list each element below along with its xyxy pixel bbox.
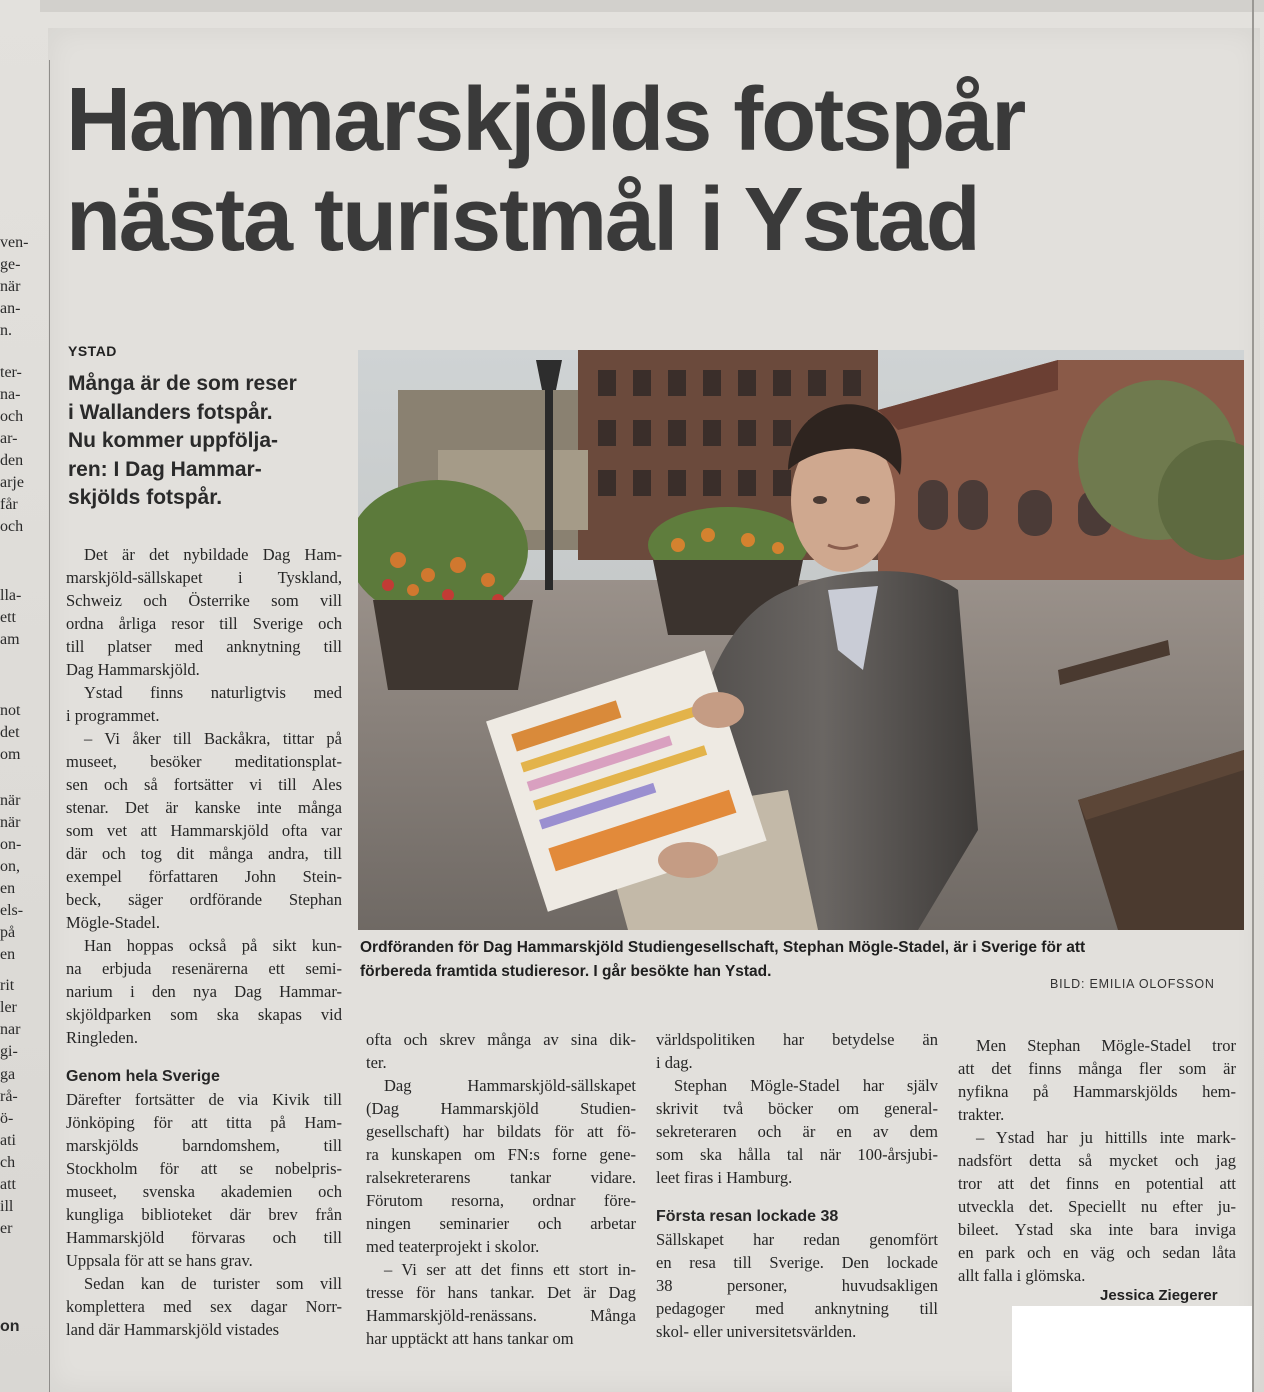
body-text-line: trakter. (958, 1105, 1005, 1124)
fragment-line: det (0, 724, 20, 741)
fragment-line: ill (0, 1198, 14, 1215)
fragment-line: ga (0, 1066, 16, 1083)
body-text-line: en park och en väg och sedan låta (958, 1243, 1236, 1262)
body-text-line: att det finns många fler som är (958, 1059, 1236, 1078)
body-text-line: komplettera med sex dagar Norr- (66, 1297, 342, 1316)
lead-line: Nu kommer uppföljа- (68, 429, 279, 452)
body-column-3 (656, 1028, 938, 1343)
body-text-line: sekreteraren och är en av dem (656, 1122, 938, 1141)
fragment-line: on (0, 1318, 20, 1335)
body-text-line: där och tog dit många andra, till (66, 844, 342, 863)
body-text-line: Förutom resorna, ordnar före- (366, 1191, 636, 1210)
body-text-line: exempel författaren John Stein- (66, 867, 342, 886)
dateline: YSTAD (68, 343, 117, 359)
body-text-line: Därefter fortsätter de via Kivik till (66, 1090, 342, 1109)
fragment-line: ven- (0, 234, 29, 251)
fragment-line: am (0, 631, 20, 648)
body-text-line: ofta och skrev många av sina dik- (366, 1030, 636, 1049)
body-text-line: Hammarskjöld förvaras och till (66, 1228, 342, 1247)
body-text-line: Stockholm för att se nobelpris- (66, 1159, 342, 1178)
body-text-line: Ringleden. (66, 1028, 138, 1047)
body-text-line: sen och så fortsätter vi till Ales (66, 775, 342, 794)
body-text-line: i dag. (656, 1053, 693, 1072)
body-text-line: ralsekreterarens tankar vidare. (366, 1168, 636, 1187)
fragment-line: ati (0, 1132, 16, 1149)
body-text-line: Dag Hammarskjöld. (66, 660, 200, 679)
body-text-line: Hammarskjöld-renässans. Många (366, 1306, 636, 1325)
fragment-line: om (0, 746, 21, 763)
fragment-line: får (0, 496, 18, 513)
photo-illustration (358, 350, 1244, 930)
fragment-line: gi- (0, 1043, 18, 1060)
body-column-2 (366, 1028, 636, 1350)
fragment-line: och (0, 408, 24, 425)
body-text-line: allt falla i glömska. (958, 1266, 1086, 1285)
fragment-block (0, 700, 46, 766)
fragment-line: en (0, 946, 16, 963)
fragment-line: on- (0, 836, 22, 853)
body-text-line: utveckla det. Speciellt nu efter ju- (958, 1197, 1236, 1216)
lead-paragraph (68, 370, 348, 513)
body-text-line: som ska hålla tal när 100-årsjubi- (656, 1145, 938, 1164)
body-text-line: nadsfört detta så mycket och jag (958, 1151, 1236, 1170)
body-text-line: stenar. Det är kanske inte många (66, 798, 342, 817)
fragment-line: na- (0, 386, 21, 403)
page-edge-line (1252, 0, 1254, 1392)
body-text-line: Jönköping för att titta på Ham- (66, 1113, 342, 1132)
fragment-block (0, 232, 46, 342)
fragment-line: när (0, 278, 21, 295)
body-text-line: Han hoppas också på sikt kun- (84, 936, 342, 955)
body-text-line: kungliga biblioteket där brev från (66, 1205, 342, 1224)
body-column-4 (958, 1034, 1236, 1287)
body-text-line: en resa till Sverige. Den lockade (656, 1253, 938, 1272)
body-text-line: Dag Hammarskjöld-sällskapet (384, 1076, 636, 1095)
headline (66, 70, 1246, 270)
body-text-line: Uppsala för att se hans grav. (66, 1251, 253, 1270)
body-text-line: till platser med anknytning till (66, 637, 342, 656)
headline-line-1: Hammarskjölds fotspår (66, 70, 1025, 170)
fragment-line: els- (0, 902, 24, 919)
fragment-line: den (0, 452, 24, 469)
fragment-line: när (0, 792, 21, 809)
column-divider (49, 60, 50, 1392)
body-text-line: museet, svenska akademien och (66, 1182, 342, 1201)
fragment-block (0, 362, 46, 538)
body-text-line: museet, besöker meditationsplat- (66, 752, 342, 771)
body-text-line: – Vi åker till Backåkra, tittar på (84, 729, 342, 748)
fragment-block (0, 790, 46, 966)
lead-line: skjölds fotspår. (68, 486, 223, 509)
lead-line: i Wallanders fotspår. (68, 400, 273, 424)
fragment-block (0, 585, 46, 651)
fragment-block (0, 1064, 46, 1240)
body-text-line: na erbjuda resenärerna ett semi- (66, 959, 342, 978)
fragment-line: när (0, 814, 21, 831)
author-byline: Jessica Ziegerer (1100, 1287, 1218, 1304)
body-text-line: narium i den nya Dag Hammar- (66, 982, 342, 1001)
body-text-line: marskjölds barndomshem, till (66, 1136, 342, 1155)
body-text-line: ordna årliga resor till Sverige och (66, 614, 342, 633)
body-text-line: har upptäckt att hans tankar om (366, 1329, 574, 1348)
body-text-line: ra kunskapen om FN:s forne gene- (366, 1145, 636, 1164)
body-text-line: land där Hammarskjöld vistades (66, 1320, 280, 1339)
body-text-line: – Ystad har ju hittills inte mark- (976, 1128, 1236, 1147)
fragment-line: nar (0, 1021, 21, 1038)
body-text-line: som vet att Hammarskjöld ofta var (66, 821, 342, 840)
caption-line: Ordföranden för Dag Hammarskjöld Studiengesellschaft, Stephan Mögle-Stadel, är i Sverige för att (360, 939, 1086, 956)
fragment-line: lla- (0, 587, 22, 604)
fragment-line: en (0, 880, 16, 897)
body-column-1 (66, 543, 342, 1341)
caption-line: förbereda framtida studieresor. I går besökte han Ystad. (360, 963, 772, 980)
body-text-line: skol- eller universitetsvärlden. (656, 1322, 857, 1341)
body-text-line: tresse för hans tankar. Det är Dag (366, 1283, 636, 1302)
fragment-line: rå- (0, 1088, 18, 1105)
fragment-line: ar- (0, 430, 18, 447)
body-text-line: nyfikna på Hammarskjölds hem- (958, 1082, 1236, 1101)
body-text-line: Sedan kan de turister som vill (84, 1274, 342, 1293)
body-text-line: beck, säger ordförande Stephan (66, 890, 342, 909)
fragment-line: an- (0, 300, 21, 317)
fragment-line: att (0, 1176, 16, 1193)
headline-line-2: nästa turistmål i Ystad (66, 170, 979, 270)
fragment-line: ett (0, 609, 16, 626)
body-text-line: pedagoger med anknytning till (656, 1299, 938, 1318)
body-text-line: marskjöld-sällskapet i Tyskland, (66, 568, 342, 587)
page-top-edge (40, 0, 1264, 12)
body-text-line: tror att det finns en potential att (958, 1174, 1236, 1193)
body-text-line: (Dag Hammarskjöld Studien- (366, 1099, 636, 1118)
fragment-line: n. (0, 322, 12, 339)
photo-credit: BILD: EMILIA OLOFSSON (1050, 977, 1215, 991)
body-text-line: med teaterprojekt i skolor. (366, 1237, 540, 1256)
subheading: Genom hela Sverige (66, 1068, 220, 1085)
fragment-block (0, 1316, 46, 1338)
fragment-line: er (0, 1220, 13, 1237)
fragment-line: on, (0, 858, 20, 875)
body-text-line: Ystad finns naturligtvis med (84, 683, 342, 702)
body-text-line: Det är det nybildade Dag Ham- (84, 545, 342, 564)
body-text-line: Schweiz och Österrike som vill (66, 591, 342, 610)
body-text-line: 38 personer, huvudsakligen (656, 1276, 938, 1295)
body-text-line: – Vi ser att det finns ett stort in- (384, 1260, 636, 1279)
scan-blank-patch (1012, 1306, 1252, 1392)
body-text-line: ningen seminarier och arbetar (366, 1214, 636, 1233)
lead-line: ren: I Dag Hammar- (68, 457, 262, 481)
fragment-line: arje (0, 474, 24, 491)
body-text-line: skrivit två böcker om general- (656, 1099, 938, 1118)
fragment-line: ö- (0, 1110, 14, 1127)
body-text-line: skjöldparken som ska skapas vid (66, 1005, 342, 1024)
lead-line: Många är de som reser (68, 372, 297, 395)
body-text-line: leet firas i Hamburg. (656, 1168, 793, 1187)
subheading: Första resan lockade 38 (656, 1208, 839, 1225)
body-text-line: världspolitiken har betydelse än (656, 1030, 938, 1049)
body-text-line: bileet. Ystad ska inte bara inviga (958, 1220, 1236, 1239)
fragment-line: ge- (0, 256, 21, 273)
fragment-line: och (0, 518, 24, 535)
fragment-line: på (0, 924, 16, 941)
body-text-line: ter. (366, 1053, 387, 1072)
body-text-line: Mögle-Stadel. (66, 913, 160, 932)
fragment-block (0, 975, 46, 1063)
body-text-line: gesellschaft) har bildats för att fö- (366, 1122, 636, 1141)
fragment-line: ter- (0, 364, 22, 381)
fragment-line: rit (0, 977, 15, 994)
fragment-line: not (0, 702, 21, 719)
fragment-line: ch (0, 1154, 16, 1171)
fragment-line: ler (0, 999, 17, 1016)
body-text-line: Sällskapet har redan genomfört (656, 1230, 938, 1249)
body-text-line: Stephan Mögle-Stadel har själv (674, 1076, 938, 1095)
body-text-line: i programmet. (66, 706, 160, 725)
body-text-line: Men Stephan Mögle-Stadel tror (976, 1036, 1236, 1055)
article-photo (358, 350, 1244, 930)
